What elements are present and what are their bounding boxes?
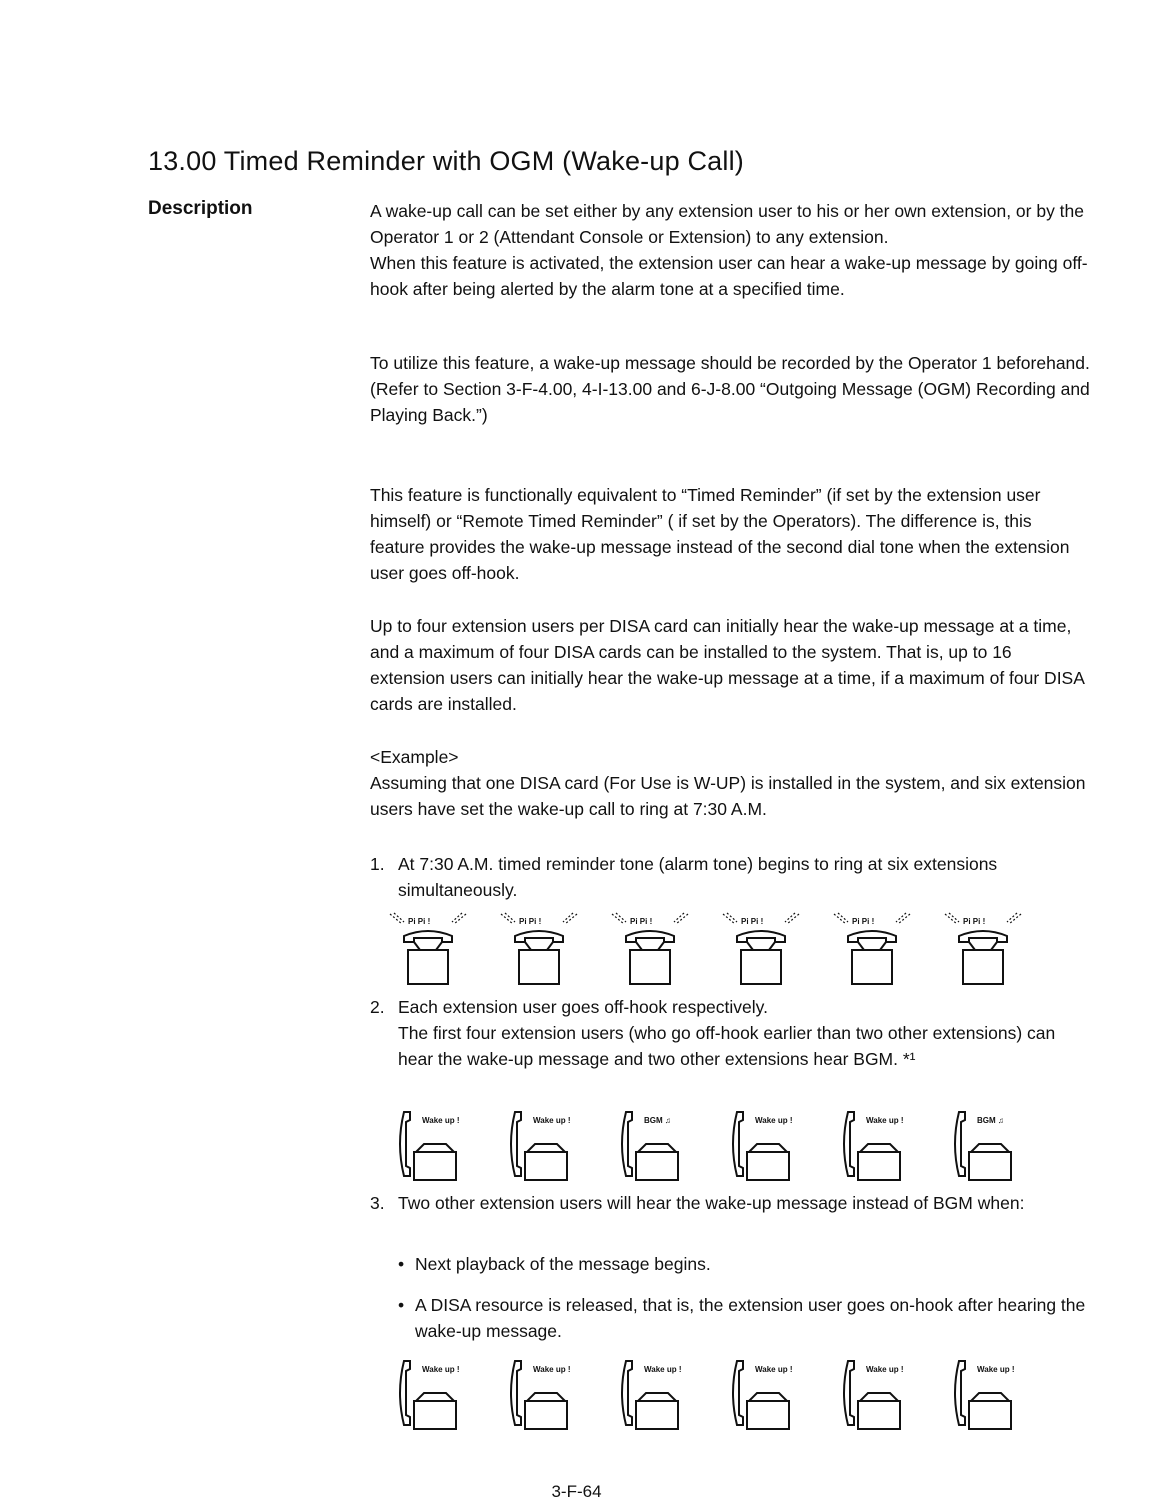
off-hook-phone-icon: [719, 1357, 804, 1432]
off-hook-phones-figure: [386, 1108, 1026, 1183]
off-hook-phone-icon: [941, 1357, 1026, 1432]
message-label: BGM ♫: [977, 1116, 1004, 1125]
message-label: Wake up !: [977, 1365, 1015, 1374]
paragraph-4-text: Up to four extension users per DISA card can initially hear the wake-up message at a time, and a maximum of four DISA cards can be installed to the system. That is, up to 16 extension users can initially hear the wake-up message at a time, if a maximum of four DISA cards are installed.: [370, 616, 1084, 714]
paragraph-2: [370, 350, 1090, 428]
message-label: Wake up !: [755, 1365, 793, 1374]
step-1-text: At 7:30 A.M. timed reminder tone (alarm tone) begins to ring at six extensions simultaneously.: [398, 854, 998, 900]
paragraph-3-text: This feature is functionally equivalent to “Timed Reminder” (if set by the extension user himself) or “Remote Timed Reminder” ( if set by the Operators). The difference is, this feature provides the wake-up message instead of the second dial tone when the extension user goes off-hook.: [370, 485, 1070, 583]
off-hook-phone-icon: [830, 1357, 915, 1432]
off-hook-phone-icon: [941, 1108, 1026, 1183]
paragraph-1-text: A wake-up call can be set either by any extension user to his or her own extension, or by the Operator 1 or 2 (Attendant Console or Extension) to any extension.: [370, 201, 1085, 247]
paragraph-2b-text: (Refer to Section 3-F-4.00, 4-I-13.00 and 6-J-8.00 “Outgoing Message (OGM) Recording and Playing Back.”): [370, 379, 1090, 425]
paragraph-1: [370, 198, 1090, 302]
off-hook-phone-icon: [608, 1357, 693, 1432]
ring-label: Pi Pi !: [519, 917, 542, 926]
example-block: [370, 744, 1090, 822]
step-1: [370, 851, 1080, 903]
ringing-phone-icon: [386, 912, 471, 987]
ringing-phones-figure: [386, 912, 1026, 987]
bullet-2-text: A DISA resource is released, that is, the extension user goes on-hook after hearing the wake-up message.: [415, 1295, 1086, 1341]
step-2-number: 2.: [370, 997, 385, 1017]
example-heading: <Example>: [370, 747, 459, 767]
ring-label: Pi Pi !: [963, 917, 986, 926]
bullet-1: [398, 1251, 1088, 1277]
off-hook-phone-icon: [830, 1108, 915, 1183]
off-hook-phone-icon: [497, 1108, 582, 1183]
off-hook-phone-icon: [719, 1108, 804, 1183]
message-label: Wake up !: [866, 1365, 904, 1374]
message-label: Wake up !: [533, 1116, 571, 1125]
step-2: [370, 994, 1080, 1072]
step-3-text: Two other extension users will hear the wake-up message instead of BGM when:: [398, 1193, 1025, 1213]
paragraph-4: [370, 613, 1090, 717]
message-label: Wake up !: [755, 1116, 793, 1125]
off-hook-phone-icon: [497, 1357, 582, 1432]
step-3: [370, 1190, 1080, 1216]
example-text: Assuming that one DISA card (For Use is W-UP) is installed in the system, and six extension users have set the wake-up call to ring at 7:30 A.M.: [370, 773, 1086, 819]
ring-label: Pi Pi !: [741, 917, 764, 926]
message-label: Wake up !: [644, 1365, 682, 1374]
bullet-2: [398, 1292, 1088, 1344]
message-label: Wake up !: [533, 1365, 571, 1374]
ring-label: Pi Pi !: [408, 917, 431, 926]
paragraph-1b-text: When this feature is activated, the extension user can hear a wake-up message by going off-hook after being alerted by the alarm tone at a specified time.: [370, 253, 1088, 299]
ringing-phone-icon: [719, 912, 804, 987]
off-hook-phone-icon: [386, 1108, 471, 1183]
ringing-phone-icon: [941, 912, 1026, 987]
off-hook-phone-icon: [608, 1108, 693, 1183]
step-2-detail: The first four extension users (who go off-hook earlier than two other extensions) can hear the wake-up message and two other extensions hear BGM. *¹: [398, 1023, 1056, 1069]
message-label: Wake up !: [422, 1365, 460, 1374]
paragraph-3: [370, 482, 1090, 586]
ringing-phone-icon: [830, 912, 915, 987]
section-label: Description: [148, 198, 253, 219]
message-label: BGM ♫: [644, 1116, 671, 1125]
ringing-phone-icon: [497, 912, 582, 987]
ringing-phone-icon: [608, 912, 693, 987]
bullet-1-text: Next playback of the message begins.: [415, 1254, 711, 1274]
bullet-dot: •: [398, 1254, 405, 1274]
ring-label: Pi Pi !: [630, 917, 653, 926]
wake-up-phones-figure: [386, 1357, 1026, 1432]
step-2-text: Each extension user goes off-hook respectively.: [398, 997, 768, 1017]
bullet-dot: •: [398, 1295, 405, 1315]
page-number: 3-F-64: [551, 1482, 602, 1501]
message-label: Wake up !: [422, 1116, 460, 1125]
off-hook-phone-icon: [386, 1357, 471, 1432]
step-1-number: 1.: [370, 854, 385, 874]
step-3-number: 3.: [370, 1193, 385, 1213]
ring-label: Pi Pi !: [852, 917, 875, 926]
page-title: 13.00 Timed Reminder with OGM (Wake-up Call): [148, 146, 744, 176]
paragraph-2-text: To utilize this feature, a wake-up message should be recorded by the Operator 1 beforehand.: [370, 353, 1090, 373]
message-label: Wake up !: [866, 1116, 904, 1125]
